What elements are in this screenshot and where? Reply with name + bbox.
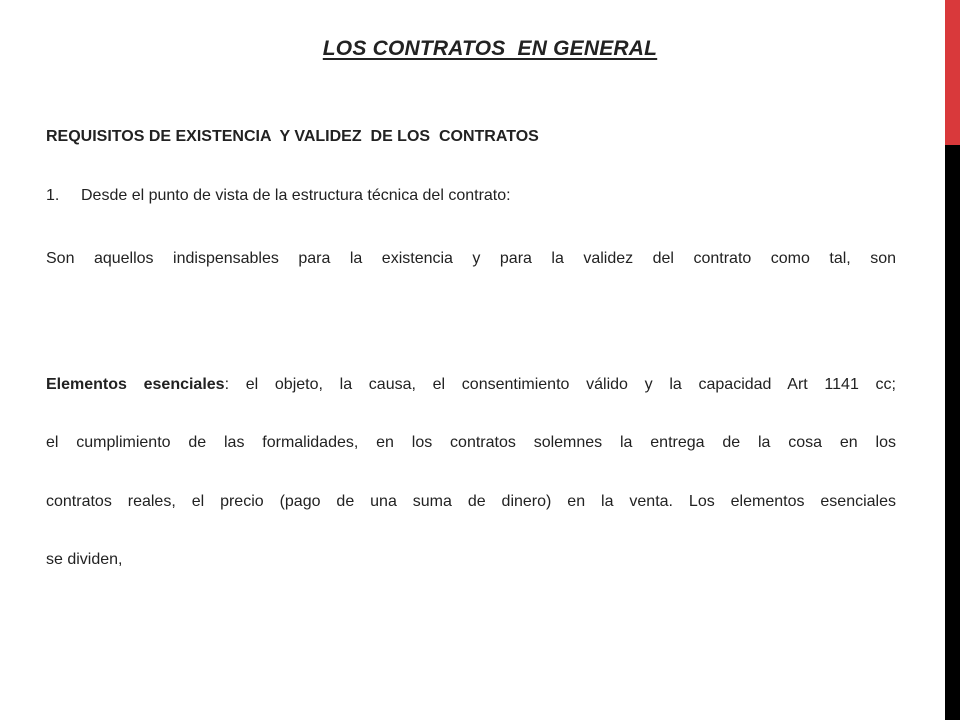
accent-bar-black xyxy=(945,145,960,720)
item-text: Desde el punto de vista de la estructura técnica del contrato: xyxy=(81,187,511,204)
slide-title: LOS CONTRATOS EN GENERAL xyxy=(322,37,658,60)
item-number: 1. xyxy=(46,187,60,204)
paragraph-line-1 xyxy=(46,376,896,394)
paragraph-line-2: el cumplimiento de las formalidades, en los contratos solemnes la entrega de la cosa en los xyxy=(46,434,896,451)
accent-bar-red xyxy=(945,0,960,145)
paragraph-line-1-rest: : el objeto, la causa, el consentimiento válido y la capacidad Art 1141 cc; xyxy=(224,376,896,393)
paragraph-line-3: contratos reales, el precio (pago de una suma de dinero) en la venta. Los elementos esenciales xyxy=(46,493,896,510)
numbered-item xyxy=(46,187,511,205)
section-heading: REQUISITOS DE EXISTENCIA Y VALIDEZ DE LOS CONTRATOS xyxy=(46,128,539,145)
term-elementos-esenciales: Elementos esenciales xyxy=(46,376,225,393)
intro-text: Son aquellos indispensables para la existencia y para la validez del contrato como tal, son xyxy=(46,250,896,267)
paragraph-line-4: se dividen, xyxy=(46,551,123,568)
